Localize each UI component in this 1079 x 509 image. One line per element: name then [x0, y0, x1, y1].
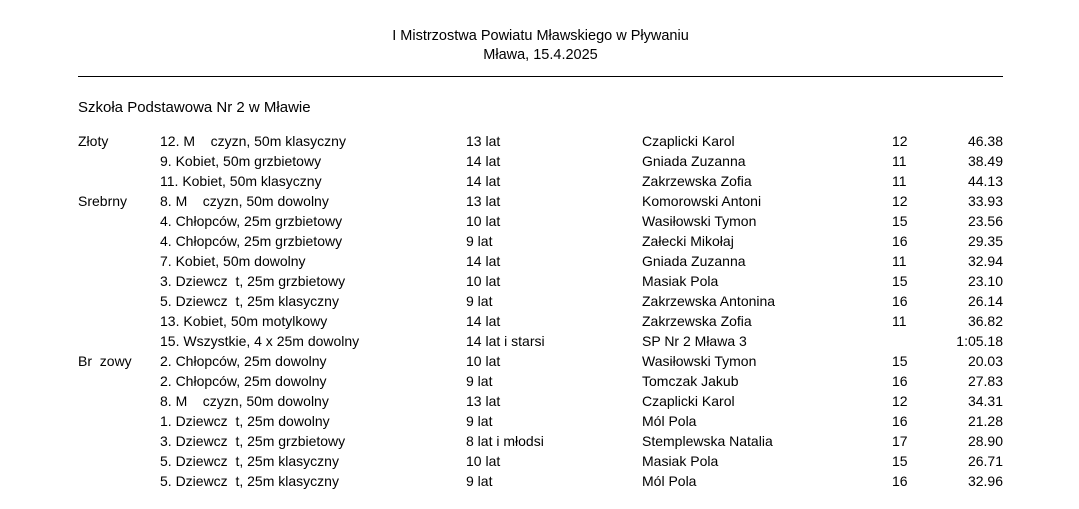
swimmer-name-cell: Zakrzewska Zofia: [642, 173, 752, 189]
lane-number-cell: 11: [892, 153, 907, 169]
result-row: [78, 131, 1003, 151]
lane-number-cell: 16: [892, 373, 908, 389]
age-category-cell: 14 lat: [466, 253, 501, 269]
document-subtitle: Mława, 15.4.2025: [483, 47, 598, 63]
age-category-cell: 9 lat: [466, 373, 493, 389]
event-cell: 12. M czyzn, 50m klasyczny: [160, 133, 346, 149]
age-category-cell: 8 lat i młodsi: [466, 433, 544, 449]
result-row: [78, 171, 1003, 191]
result-time-cell: 1:05.18: [956, 333, 1003, 349]
lane-number-cell: 12: [892, 133, 908, 149]
results-list: [78, 131, 1003, 491]
result-time-cell: 21.28: [967, 413, 1003, 429]
age-category-cell: 9 lat: [466, 473, 493, 489]
result-time-cell: 23.56: [967, 213, 1003, 229]
result-row: [78, 431, 1003, 451]
age-category-cell: 10 lat: [466, 453, 501, 469]
result-row: [78, 391, 1003, 411]
lane-number-cell: 11: [892, 313, 907, 329]
swimmer-name-cell: Masiak Pola: [642, 453, 719, 469]
result-row: [78, 291, 1003, 311]
result-row: [78, 251, 1003, 271]
lane-number-cell: 17: [892, 433, 908, 449]
result-time-cell: 38.49: [967, 153, 1003, 169]
swimmer-name-cell: Masiak Pola: [642, 273, 719, 289]
event-cell: 4. Chłopców, 25m grzbietowy: [160, 233, 343, 249]
age-category-cell: 14 lat: [466, 173, 501, 189]
result-row: [78, 351, 1003, 371]
event-cell: 5. Dziewcz t, 25m klasyczny: [160, 293, 339, 309]
event-cell: 4. Chłopców, 25m grzbietowy: [160, 213, 343, 229]
lane-number-cell: 15: [892, 213, 908, 229]
swimmer-name-cell: SP Nr 2 Mława 3: [642, 333, 747, 349]
age-category-cell: 10 lat: [466, 273, 501, 289]
document-title: I Mistrzostwa Powiatu Mławskiego w Pływaniu: [392, 28, 689, 44]
lane-number-cell: 11: [892, 173, 907, 189]
event-cell: 2. Chłopców, 25m dowolny: [160, 373, 327, 389]
age-category-cell: 10 lat: [466, 353, 501, 369]
event-cell: 3. Dziewcz t, 25m grzbietowy: [160, 433, 346, 449]
lane-number-cell: 15: [892, 453, 908, 469]
result-row: [78, 191, 1003, 211]
document-header: [78, 27, 1003, 65]
event-cell: 13. Kobiet, 50m motylkowy: [160, 313, 328, 329]
event-cell: 1. Dziewcz t, 25m dowolny: [160, 413, 330, 429]
lane-number-cell: 15: [892, 353, 908, 369]
result-time-cell: 29.35: [967, 233, 1003, 249]
age-category-cell: 9 lat: [466, 293, 493, 309]
age-category-cell: 14 lat: [466, 313, 501, 329]
swimmer-name-cell: Wasiłowski Tymon: [642, 213, 757, 229]
result-time-cell: 44.13: [967, 173, 1003, 189]
result-time-cell: 28.90: [967, 433, 1003, 449]
swimmer-name-cell: Komorowski Antoni: [642, 193, 762, 209]
result-time-cell: 32.94: [967, 253, 1003, 269]
swimmer-name-cell: Tomczak Jakub: [642, 373, 739, 389]
result-time-cell: 36.82: [967, 313, 1003, 329]
age-category-cell: 13 lat: [466, 133, 501, 149]
swimmer-name-cell: Czaplicki Karol: [642, 393, 735, 409]
lane-number-cell: 15: [892, 273, 908, 289]
result-time-cell: 32.96: [967, 473, 1003, 489]
medal-cell: Br zowy: [78, 353, 132, 369]
medal-cell: Srebrny: [78, 193, 128, 209]
event-cell: 15. Wszystkie, 4 x 25m dowolny: [160, 333, 360, 349]
event-cell: 8. M czyzn, 50m dowolny: [160, 193, 329, 209]
result-row: [78, 151, 1003, 171]
result-time-cell: 23.10: [967, 273, 1003, 289]
header-divider: [78, 76, 1003, 77]
swimmer-name-cell: Mól Pola: [642, 413, 697, 429]
event-cell: 8. M czyzn, 50m dowolny: [160, 393, 329, 409]
medal-cell: Złoty: [78, 133, 109, 149]
swimmer-name-cell: Zakrzewska Antonina: [642, 293, 776, 309]
swimmer-name-cell: Gniada Zuzanna: [642, 153, 746, 169]
swimmer-name-cell: Mól Pola: [642, 473, 697, 489]
result-row: [78, 371, 1003, 391]
result-row: [78, 311, 1003, 331]
swimmer-name-cell: Gniada Zuzanna: [642, 253, 746, 269]
age-category-cell: 9 lat: [466, 233, 493, 249]
result-row: [78, 211, 1003, 231]
lane-number-cell: 11: [892, 253, 907, 269]
lane-number-cell: 16: [892, 413, 908, 429]
result-time-cell: 34.31: [967, 393, 1003, 409]
result-row: [78, 471, 1003, 491]
event-cell: 5. Dziewcz t, 25m klasyczny: [160, 473, 339, 489]
age-category-cell: 9 lat: [466, 413, 493, 429]
event-cell: 5. Dziewcz t, 25m klasyczny: [160, 453, 339, 469]
school-name: Szkoła Podstawowa Nr 2 w Mławie: [78, 99, 311, 116]
result-row: [78, 231, 1003, 251]
age-category-cell: 14 lat: [466, 153, 501, 169]
result-time-cell: 20.03: [967, 353, 1003, 369]
age-category-cell: 14 lat i starsi: [466, 333, 545, 349]
lane-number-cell: 12: [892, 393, 908, 409]
result-row: [78, 411, 1003, 431]
age-category-cell: 10 lat: [466, 213, 501, 229]
event-cell: 3. Dziewcz t, 25m grzbietowy: [160, 273, 346, 289]
result-row: [78, 331, 1003, 351]
swimmer-name-cell: Stemplewska Natalia: [642, 433, 773, 449]
swimmer-name-cell: Załecki Mikołaj: [642, 233, 734, 249]
age-category-cell: 13 lat: [466, 393, 501, 409]
lane-number-cell: 16: [892, 293, 908, 309]
result-time-cell: 33.93: [967, 193, 1003, 209]
swimmer-name-cell: Wasiłowski Tymon: [642, 353, 757, 369]
result-time-cell: 27.83: [967, 373, 1003, 389]
lane-number-cell: 16: [892, 473, 908, 489]
lane-number-cell: 12: [892, 193, 908, 209]
result-row: [78, 271, 1003, 291]
swimmer-name-cell: Czaplicki Karol: [642, 133, 735, 149]
lane-number-cell: 16: [892, 233, 908, 249]
swimmer-name-cell: Zakrzewska Zofia: [642, 313, 752, 329]
result-time-cell: 26.14: [967, 293, 1003, 309]
event-cell: 2. Chłopców, 25m dowolny: [160, 353, 327, 369]
event-cell: 11. Kobiet, 50m klasyczny: [160, 173, 322, 189]
result-time-cell: 26.71: [967, 453, 1003, 469]
age-category-cell: 13 lat: [466, 193, 501, 209]
result-row: [78, 451, 1003, 471]
event-cell: 7. Kobiet, 50m dowolny: [160, 253, 306, 269]
event-cell: 9. Kobiet, 50m grzbietowy: [160, 153, 322, 169]
result-time-cell: 46.38: [967, 133, 1003, 149]
